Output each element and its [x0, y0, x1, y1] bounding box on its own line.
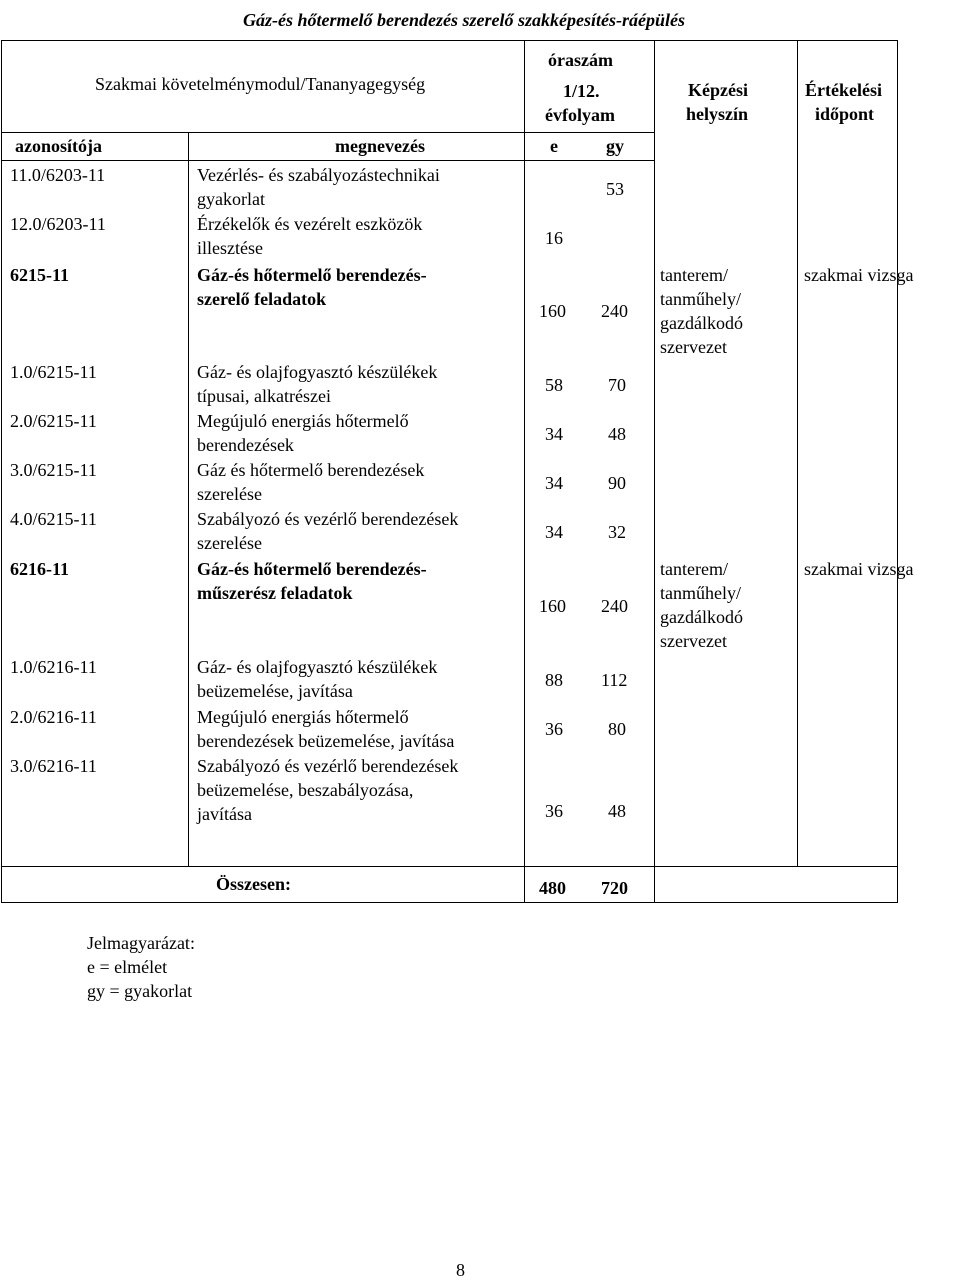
location-line: tanterem/ — [660, 265, 728, 285]
hours-left-divider — [524, 40, 525, 902]
table-row-name: Gáz-és hőtermelő berendezés- — [197, 559, 427, 579]
table-row-id: 6215-11 — [10, 265, 70, 285]
location-line: tanműhely/ — [660, 583, 741, 603]
table-row-id: 1.0/6215-11 — [10, 362, 97, 382]
table-row-id: 3.0/6215-11 — [10, 460, 97, 480]
table-row-e: 160 — [539, 596, 566, 616]
table-row-e: 160 — [539, 301, 566, 321]
table-row-gy: 32 — [608, 522, 626, 542]
table-row-name: Gáz- és olajfogyasztó készülékek — [197, 657, 438, 677]
eval-cell: szakmai vizsga — [804, 265, 914, 285]
table-left-border — [1, 40, 2, 902]
table-row-id: 1.0/6216-11 — [10, 657, 97, 677]
table-row-name: Gáz-és hőtermelő berendezés- — [197, 265, 427, 285]
legend-e: e = elmélet — [87, 957, 168, 977]
table-row-gy: 240 — [601, 596, 628, 616]
table-top-border — [1, 40, 898, 41]
eval-header-2: időpont — [815, 104, 875, 124]
table-row-id: 4.0/6215-11 — [10, 509, 97, 529]
name-header: megnevezés — [335, 136, 425, 156]
table-row-gy: 70 — [608, 375, 626, 395]
table-row-id: 2.0/6216-11 — [10, 707, 97, 727]
table-row-name-cont: beüzemelése, beszabályozása, — [197, 780, 414, 800]
location-left-divider — [654, 40, 655, 902]
table-row-e: 16 — [545, 228, 563, 248]
total-e: 480 — [539, 878, 566, 898]
table-row-e: 34 — [545, 424, 563, 444]
table-row-id: 6216-11 — [10, 559, 70, 579]
e-header: e — [550, 136, 558, 156]
table-row-name: Szabályozó és vezérlő berendezések — [197, 756, 459, 776]
location-line: tanműhely/ — [660, 289, 741, 309]
hours-header: óraszám — [548, 50, 613, 70]
id-name-divider — [188, 132, 189, 866]
year-header-1: 1/12. — [563, 81, 600, 101]
table-row-e: 34 — [545, 522, 563, 542]
table-row-id: 2.0/6215-11 — [10, 411, 97, 431]
location-line: szervezet — [660, 337, 727, 357]
table-row-name-cont: berendezések — [197, 435, 294, 455]
table-row-e: 58 — [545, 375, 563, 395]
table-row-name-cont: típusai, alkatrészei — [197, 386, 331, 406]
table-row-name-cont: szerelő feladatok — [197, 289, 327, 309]
table-total-top — [1, 866, 898, 867]
table-row-e: 36 — [545, 801, 563, 821]
table-row-name-cont: műszerész feladatok — [197, 583, 353, 603]
table-row-name: Megújuló energiás hőtermelő — [197, 707, 409, 727]
location-line: tanterem/ — [660, 559, 728, 579]
module-header: Szakmai követelménymodul/Tananyagegység — [95, 74, 426, 94]
table-row-gy: 53 — [606, 179, 624, 199]
table-row-gy: 240 — [601, 301, 628, 321]
id-header: azonosítója — [15, 136, 102, 156]
table-row-gy: 48 — [608, 424, 626, 444]
table-row-name: Vezérlés- és szabályozástechnikai — [197, 165, 440, 185]
table-row-gy: 90 — [608, 473, 626, 493]
table-row-name-cont: gyakorlat — [197, 189, 265, 209]
table-bottom-border — [1, 902, 898, 903]
location-header-1: Képzési — [688, 80, 748, 100]
table-row-name: Érzékelők és vezérelt eszközök — [197, 214, 423, 234]
table-row-e: 36 — [545, 719, 563, 739]
legend-gy: gy = gyakorlat — [87, 981, 193, 1001]
location-line: szervezet — [660, 631, 727, 651]
page-number: 8 — [456, 1260, 465, 1280]
table-row-gy: 48 — [608, 801, 626, 821]
eval-header-1: Értékelési — [805, 80, 882, 100]
table-row-gy: 112 — [601, 670, 628, 690]
year-header-2: évfolyam — [545, 105, 615, 125]
legend-title: Jelmagyarázat: — [87, 933, 195, 953]
eval-cell: szakmai vizsga — [804, 559, 914, 579]
table-row-name: Szabályozó és vezérlő berendezések — [197, 509, 459, 529]
table-subheader-divider — [1, 160, 654, 161]
table-row-name-cont: szerelése — [197, 533, 262, 553]
table-row-e: 88 — [545, 670, 563, 690]
table-right-border — [897, 40, 898, 902]
table-row-name-cont: illesztése — [197, 238, 263, 258]
table-row-name: Megújuló energiás hőtermelő — [197, 411, 409, 431]
table-row-name-cont: berendezések beüzemelése, javítása — [197, 731, 455, 751]
table-row-name-cont: beüzemelése, javítása — [197, 681, 353, 701]
location-line: gazdálkodó — [660, 313, 743, 333]
gy-header: gy — [606, 136, 624, 156]
page-title: Gáz-és hőtermelő berendezés szerelő szakképesítés-ráépülés — [243, 10, 685, 30]
location-header-2: helyszín — [686, 104, 749, 124]
table-row-e: 34 — [545, 473, 563, 493]
table-row-id: 3.0/6216-11 — [10, 756, 97, 776]
location-line: gazdálkodó — [660, 607, 743, 627]
total-gy: 720 — [601, 878, 628, 898]
table-row-name: Gáz- és olajfogyasztó készülékek — [197, 362, 438, 382]
table-row-name-cont: javítása — [197, 804, 252, 824]
eval-left-divider — [797, 40, 798, 866]
table-row-id: 11.0/6203-11 — [10, 165, 106, 185]
table-row-gy: 80 — [608, 719, 626, 739]
table-row-id: 12.0/6203-11 — [10, 214, 106, 234]
total-label: Összesen: — [216, 874, 291, 894]
table-row-name-cont: szerelése — [197, 484, 262, 504]
table-row-name: Gáz és hőtermelő berendezések — [197, 460, 425, 480]
table-header-divider — [1, 132, 654, 133]
